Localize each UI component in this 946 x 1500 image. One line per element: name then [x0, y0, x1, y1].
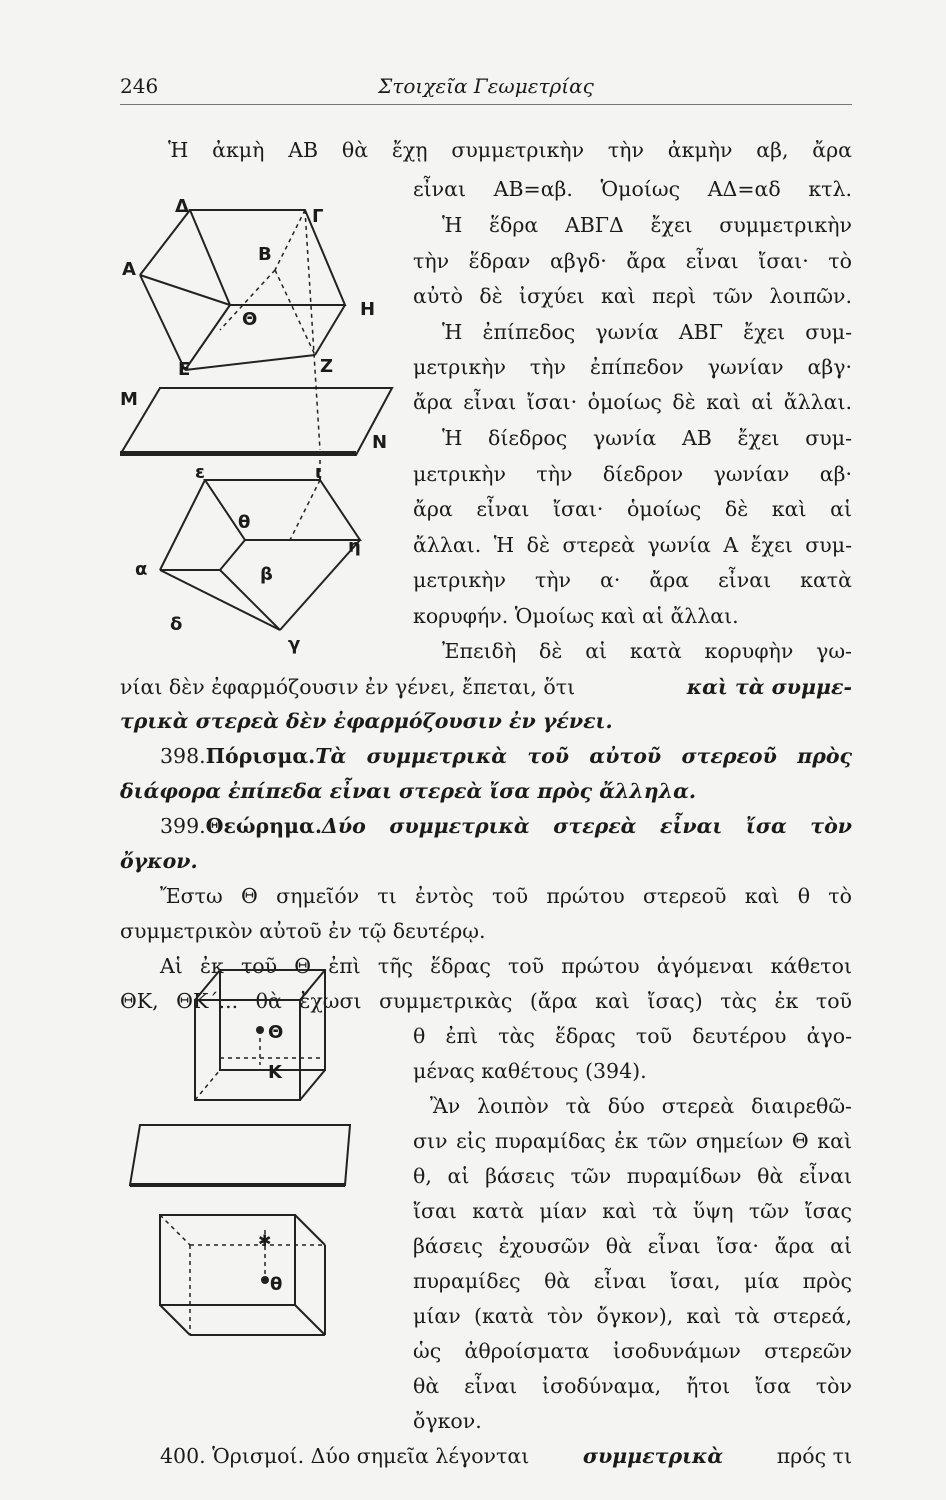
theorem-399 — [160, 816, 852, 837]
proof-line-11: βάσεις ἐχουσῶν θὰ εἶναι ἴσα· ἄρα αἱ — [413, 1234, 852, 1258]
upper-cube-hidden — [195, 1070, 220, 1100]
proof-line-2: συμμετρικὸν αὐτοῦ ἐν τῷ δευτέρῳ. — [120, 919, 486, 943]
text-line-9: Ἡ δίεδρος γωνία ΑΒ ἔχει συμ- — [442, 426, 852, 450]
point-small-theta — [261, 1276, 269, 1284]
text-line-15: Ἐπειδὴ δὲ αἱ κατὰ κορυφὴν γω- — [442, 639, 852, 663]
symmetry-plane — [120, 388, 392, 455]
text-line-2: εἶναι ΑΒ=αβ. Ὁμοίως ΑΔ=αδ κτλ. — [413, 177, 852, 201]
label-small-theta-point: θ — [270, 1274, 283, 1295]
proof-line-4: ΘΚ, ΘΚ΄... θὰ ἔχωσι συμμετρικὰς (ἄρα καὶ ἴσας) τὰς ἐκ τοῦ — [120, 989, 852, 1013]
label-epsilon: Ε — [178, 359, 191, 380]
theorem-heading: Θεώρημα. — [205, 814, 322, 838]
upper-solid-edge — [140, 275, 230, 305]
label-theta: Θ — [242, 309, 258, 330]
running-header — [120, 72, 852, 105]
upper-cube-edge — [195, 970, 220, 1000]
text-line-16-italic: καὶ τὰ συμμε- — [686, 675, 852, 699]
label-small-iota: ι — [315, 462, 323, 483]
label-beta: Β — [258, 244, 272, 265]
label-alpha: Α — [122, 259, 136, 280]
text-line-12: ἄλλαι. Ἡ δὲ στερεὰ γωνία Α ἔχει συμ- — [413, 533, 852, 557]
lower-cube-edge — [295, 1305, 325, 1335]
upper-cube-edge — [300, 970, 325, 1000]
corollary-398 — [160, 746, 852, 767]
corollary-text-1: Τὰ συμμετρικὰ τοῦ αὐτοῦ στερεοῦ πρὸς — [315, 744, 852, 768]
label-gamma: Γ — [312, 206, 324, 227]
text-line-8: ἄρα εἶναι ἴσαι· ὁμοίως δὲ καὶ αἱ ἄλλαι. — [413, 390, 852, 414]
definition-400-text: 400. Ὁρισμοί. Δύο σημεῖα λέγονται — [160, 1444, 530, 1468]
proof-line-15: θὰ εἶναι ἰσοδύναμα, ἤτοι ἴσα τὸν — [413, 1374, 852, 1398]
label-star: ✱ — [258, 1231, 272, 1250]
label-small-gamma: γ — [288, 634, 301, 655]
text-line-16 — [120, 677, 852, 698]
proof-line-12: πυραμίδες θὰ εἶναι ἴσαι, μία πρὸς — [413, 1269, 852, 1293]
figure-symmetric-solids — [120, 160, 400, 660]
label-small-eta: η — [348, 536, 361, 557]
lower-solid-edge — [160, 480, 205, 570]
lower-cube-edge — [160, 1305, 190, 1335]
theorem-text-2: ὄγκον. — [120, 849, 198, 873]
corollary-heading: Πόρισμα. — [205, 744, 316, 768]
upper-solid-edge — [140, 210, 190, 275]
upper-solid-edge — [140, 275, 185, 370]
lower-solid-face — [205, 480, 360, 540]
definition-400 — [160, 1446, 852, 1467]
page-number: 246 — [120, 74, 159, 98]
text-line-17: τρικὰ στερεὰ δὲν ἐφαρμόζουσιν ἐν γένει. — [120, 709, 613, 733]
projection-line — [305, 210, 320, 450]
proof-line-10: ἴσαι κατὰ μίαν καὶ τὰ ὕψη τῶν ἴσας — [413, 1199, 852, 1223]
upper-solid-edge — [315, 305, 345, 355]
text-line-14: κορυφήν. Ὁμοίως καὶ αἱ ἄλλαι. — [413, 604, 739, 628]
lower-cube-hidden — [160, 1215, 190, 1245]
label-theta-point: Θ — [268, 1022, 284, 1043]
proof-line-1: Ἔστω Θ σημεῖόν τι ἐντὸς τοῦ πρώτου στερεοῦ καὶ θ τὸ — [160, 884, 852, 908]
label-small-epsilon: ε — [195, 462, 206, 483]
text-line-3: Ἡ ἕδρα ΑΒΓΔ ἔχει συμμετρικὴν — [442, 213, 852, 237]
proof-line-7: Ἂν λοιπὸν τὰ δύο στερεὰ διαιρεθῶ- — [430, 1094, 852, 1118]
upper-cube-front — [195, 1000, 300, 1100]
paragraph-number-399: 399. — [160, 814, 206, 838]
upper-cube-back — [220, 970, 325, 1070]
proof-line-14: ὡς ἀθροίσματα ἰσοδυνάμων στερεῶν — [413, 1339, 852, 1363]
text-line-7: μετρικὴν τὴν ἐπίπεδον γωνίαν αβγ· — [413, 355, 852, 379]
figure-cubes-with-points — [120, 960, 370, 1360]
proof-line-3: Αἱ ἐκ τοῦ Θ ἐπὶ τῆς ἕδρας τοῦ πρώτου ἀγόμεναι κάθετοι — [160, 954, 852, 978]
text-line-1: Ἡ ἀκμὴ ΑΒ θὰ ἔχῃ συμμετρικὴν τὴν ἀκμὴν αβ, ἄρα — [168, 138, 852, 162]
lower-solid-hidden-edge — [290, 480, 320, 540]
upper-cube-edge — [300, 1070, 325, 1100]
upper-solid-edge — [185, 305, 230, 370]
text-line-10: μετρικὴν τὴν δίεδρον γωνίαν αβ· — [413, 462, 852, 486]
label-delta: Δ — [175, 196, 189, 217]
proof-line-5: θ ἐπὶ τὰς ἕδρας τοῦ δευτέρου ἀγο- — [413, 1024, 852, 1048]
text-line-11: ἄρα εἶναι ἴσαι· ὁμοίως δὲ καὶ αἱ — [413, 497, 852, 521]
label-small-beta: β — [260, 564, 273, 585]
label-eta: Η — [360, 299, 376, 320]
definition-400-italic: συμμετρικὰ — [582, 1444, 724, 1468]
middle-plane — [130, 1125, 350, 1185]
lower-cube-edge — [295, 1215, 325, 1245]
label-kappa: Κ — [268, 1062, 282, 1083]
proof-line-6: μένας καθέτους (394). — [413, 1059, 647, 1083]
running-title: Στοιχεῖα Γεωμετρίας — [378, 74, 594, 98]
paragraph-number-398: 398. — [160, 744, 206, 768]
label-mu: Μ — [120, 389, 138, 410]
proof-line-16: ὄγκον. — [413, 1409, 482, 1433]
text-line-4: τὴν ἕδραν αβγδ· ἄρα εἶναι ἴσαι· τὸ — [413, 249, 852, 273]
proof-line-9: θ, αἱ βάσεις τῶν πυραμίδων θὰ εἶναι — [413, 1164, 852, 1188]
point-theta — [256, 1026, 264, 1034]
theorem-text-1: Δύο συμμετρικὰ στερεὰ εἶναι ἴσα τὸν — [321, 814, 852, 838]
text-line-16-plain: νίαι δὲν ἐφαρμόζουσιν ἐν γένει, ἔπεται, ὅτι — [120, 675, 576, 699]
label-small-alpha: α — [135, 559, 148, 580]
text-line-5: αὐτὸ δὲ ἰσχύει καὶ περὶ τῶν λοιπῶν. — [413, 284, 852, 308]
upper-solid-hidden-edge — [275, 210, 305, 270]
corollary-text-2: διάφορα ἐπίπεδα εἶναι στερεὰ ἴσα πρὸς ἄλληλα. — [120, 779, 696, 803]
label-nu: Ν — [372, 432, 388, 453]
label-small-theta: θ — [238, 512, 251, 533]
proof-line-13: μίαν (κατὰ τὸν ὄγκον), καὶ τὰ στερεά, — [413, 1304, 852, 1328]
label-small-delta: δ — [170, 614, 183, 635]
text-line-13: μετρικὴν τὴν α· ἄρα εἶναι κατὰ — [413, 568, 852, 592]
proof-line-8: σιν εἰς πυραμίδας ἐκ τῶν σημείων Θ καὶ — [413, 1129, 852, 1153]
text-line-6: Ἡ ἐπίπεδος γωνία ΑΒΓ ἔχει συμ- — [442, 320, 852, 344]
definition-400-tail: πρός τι — [776, 1444, 852, 1468]
lower-solid-edge — [220, 540, 245, 570]
label-zeta: Ζ — [320, 356, 334, 377]
upper-solid-edge — [185, 355, 315, 370]
